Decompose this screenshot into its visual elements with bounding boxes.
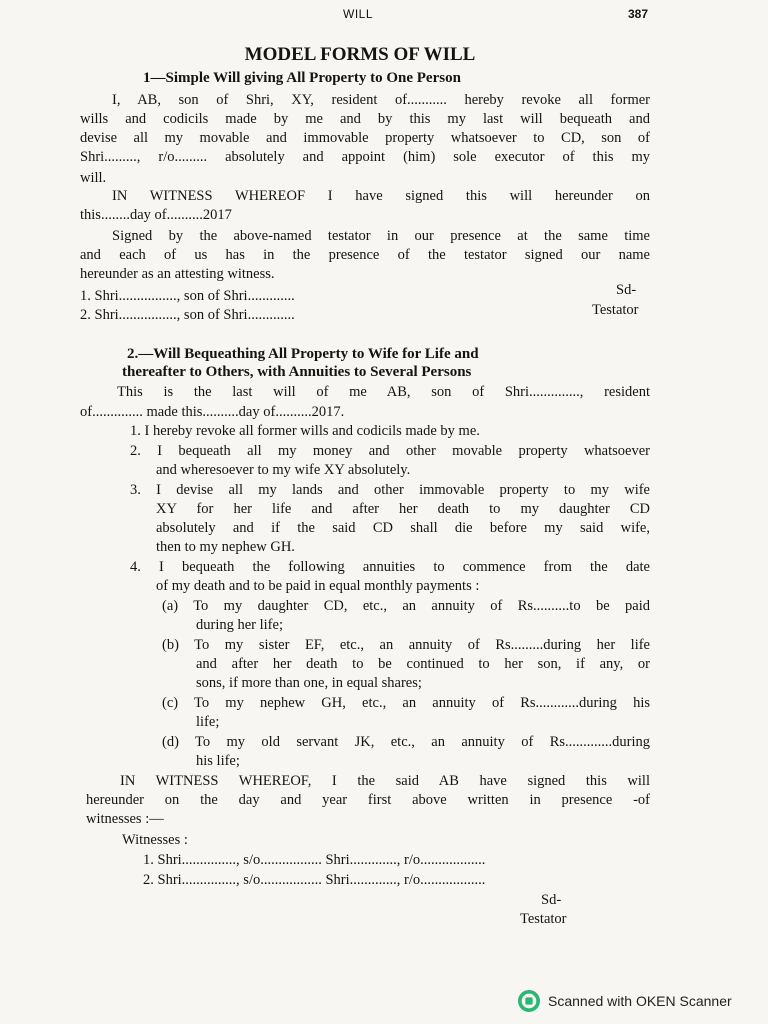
s2-item-3-cont: XY for her life and after her death to my daughter CD <box>156 501 650 517</box>
s1-witness-line: this........day of..........2017 <box>80 207 232 223</box>
s2-item-3-cont: then to my nephew GH. <box>156 539 295 555</box>
s2-sd-label: Sd- <box>541 892 562 908</box>
s2-testator-label: Testator <box>520 911 567 927</box>
running-header-title: WILL <box>343 7 374 21</box>
s1-witness-line: IN WITNESS WHEREOF I have signed this will hereunder on <box>112 188 650 204</box>
s2-witness-entry: 2. Shri..............., s/o................. Shri............., r/o.................. <box>143 872 486 888</box>
s2-witness-line: IN WITNESS WHEREOF, I the said AB have signed this will <box>120 773 650 789</box>
scanner-text: Scanned with OKEN Scanner <box>548 993 732 1009</box>
s1-witness-entry: 2. Shri................, son of Shri............. <box>80 307 295 323</box>
s2-subitem-b-cont: sons, if more than one, in equal shares; <box>196 675 422 691</box>
s1-witness-entry: 1. Shri................, son of Shri............. <box>80 288 295 304</box>
s2-item-3-cont: absolutely and if the said CD shall die before my said wife, <box>156 520 650 536</box>
s1-para1-line: Shri........., r/o......... absolutely and appoint (him) sole executor of this my <box>80 149 650 165</box>
s2-subitem-c-cont: life; <box>196 714 220 730</box>
s2-subitem-d-cont: his life; <box>196 753 240 769</box>
s2-item-2-cont: and wheresoever to my wife XY absolutely. <box>156 462 411 478</box>
s2-witness-line: hereunder on the day and year first above written in presence -of <box>86 792 650 808</box>
s1-testator-label: Testator <box>592 302 639 318</box>
s2-item-1: 1. I hereby revoke all former wills and codicils made by me. <box>130 423 480 439</box>
s1-sd-label: Sd- <box>616 282 637 298</box>
s1-signed-line: and each of us has in the presence of the testator signed our name <box>80 247 650 263</box>
section2-title-line: thereafter to Others, with Annuities to Several Persons <box>122 364 472 380</box>
s2-item-3: 3. I devise all my lands and other immovable property to my wife <box>130 482 650 498</box>
s1-para1-line: devise all my movable and immovable property whatsoever to CD, son of <box>80 130 650 146</box>
oken-scanner-icon <box>518 990 540 1012</box>
s2-subitem-a: (a) To my daughter CD, etc., an annuity of Rs..........to be paid <box>162 598 650 614</box>
s2-item-4-cont: of my death and to be paid in equal monthly payments : <box>156 578 480 594</box>
s2-subitem-d: (d) To my old servant JK, etc., an annuity of Rs.............during <box>162 734 650 750</box>
s1-para1-line: will. <box>80 170 107 186</box>
s1-signed-line: hereunder as an attesting witness. <box>80 266 275 282</box>
main-title: MODEL FORMS OF WILL <box>244 44 476 65</box>
page-number: 387 <box>628 7 649 21</box>
s2-item-4: 4. I bequeath the following annuities to commence from the date <box>130 559 650 575</box>
s2-subitem-c: (c) To my nephew GH, etc., an annuity of Rs............during his <box>162 695 650 711</box>
s2-witnesses-label: Witnesses : <box>122 832 188 848</box>
s1-signed-line: Signed by the above-named testator in our presence at the same time <box>112 228 650 244</box>
section2-title-line: 2.—Will Bequeathing All Property to Wife for Life and <box>127 346 479 362</box>
s2-witness-entry: 1. Shri..............., s/o................. Shri............., r/o.................. <box>143 852 486 868</box>
s2-intro-line: This is the last will of me AB, son of Shri.............., resident <box>117 384 650 400</box>
s2-subitem-b-cont: and after her death to be continued to her son, if any, or <box>196 656 650 672</box>
s1-para1-line: I, AB, son of Shri, XY, resident of........... hereby revoke all former <box>112 92 650 108</box>
s2-subitem-a-cont: during her life; <box>196 617 283 633</box>
section1-title: 1—Simple Will giving All Property to One Person <box>143 70 461 86</box>
s2-subitem-b: (b) To my sister EF, etc., an annuity of Rs.........during her life <box>162 637 650 653</box>
s2-witness-line: witnesses :— <box>86 811 164 827</box>
s1-para1-line: wills and codicils made by me and by this my last will bequeath and <box>80 111 650 127</box>
scanner-watermark <box>518 990 732 1012</box>
s2-intro-line: of.............. made this..........day of..........2017. <box>80 404 345 420</box>
s2-item-2: 2. I bequeath all my money and other movable property whatsoever <box>130 443 650 459</box>
